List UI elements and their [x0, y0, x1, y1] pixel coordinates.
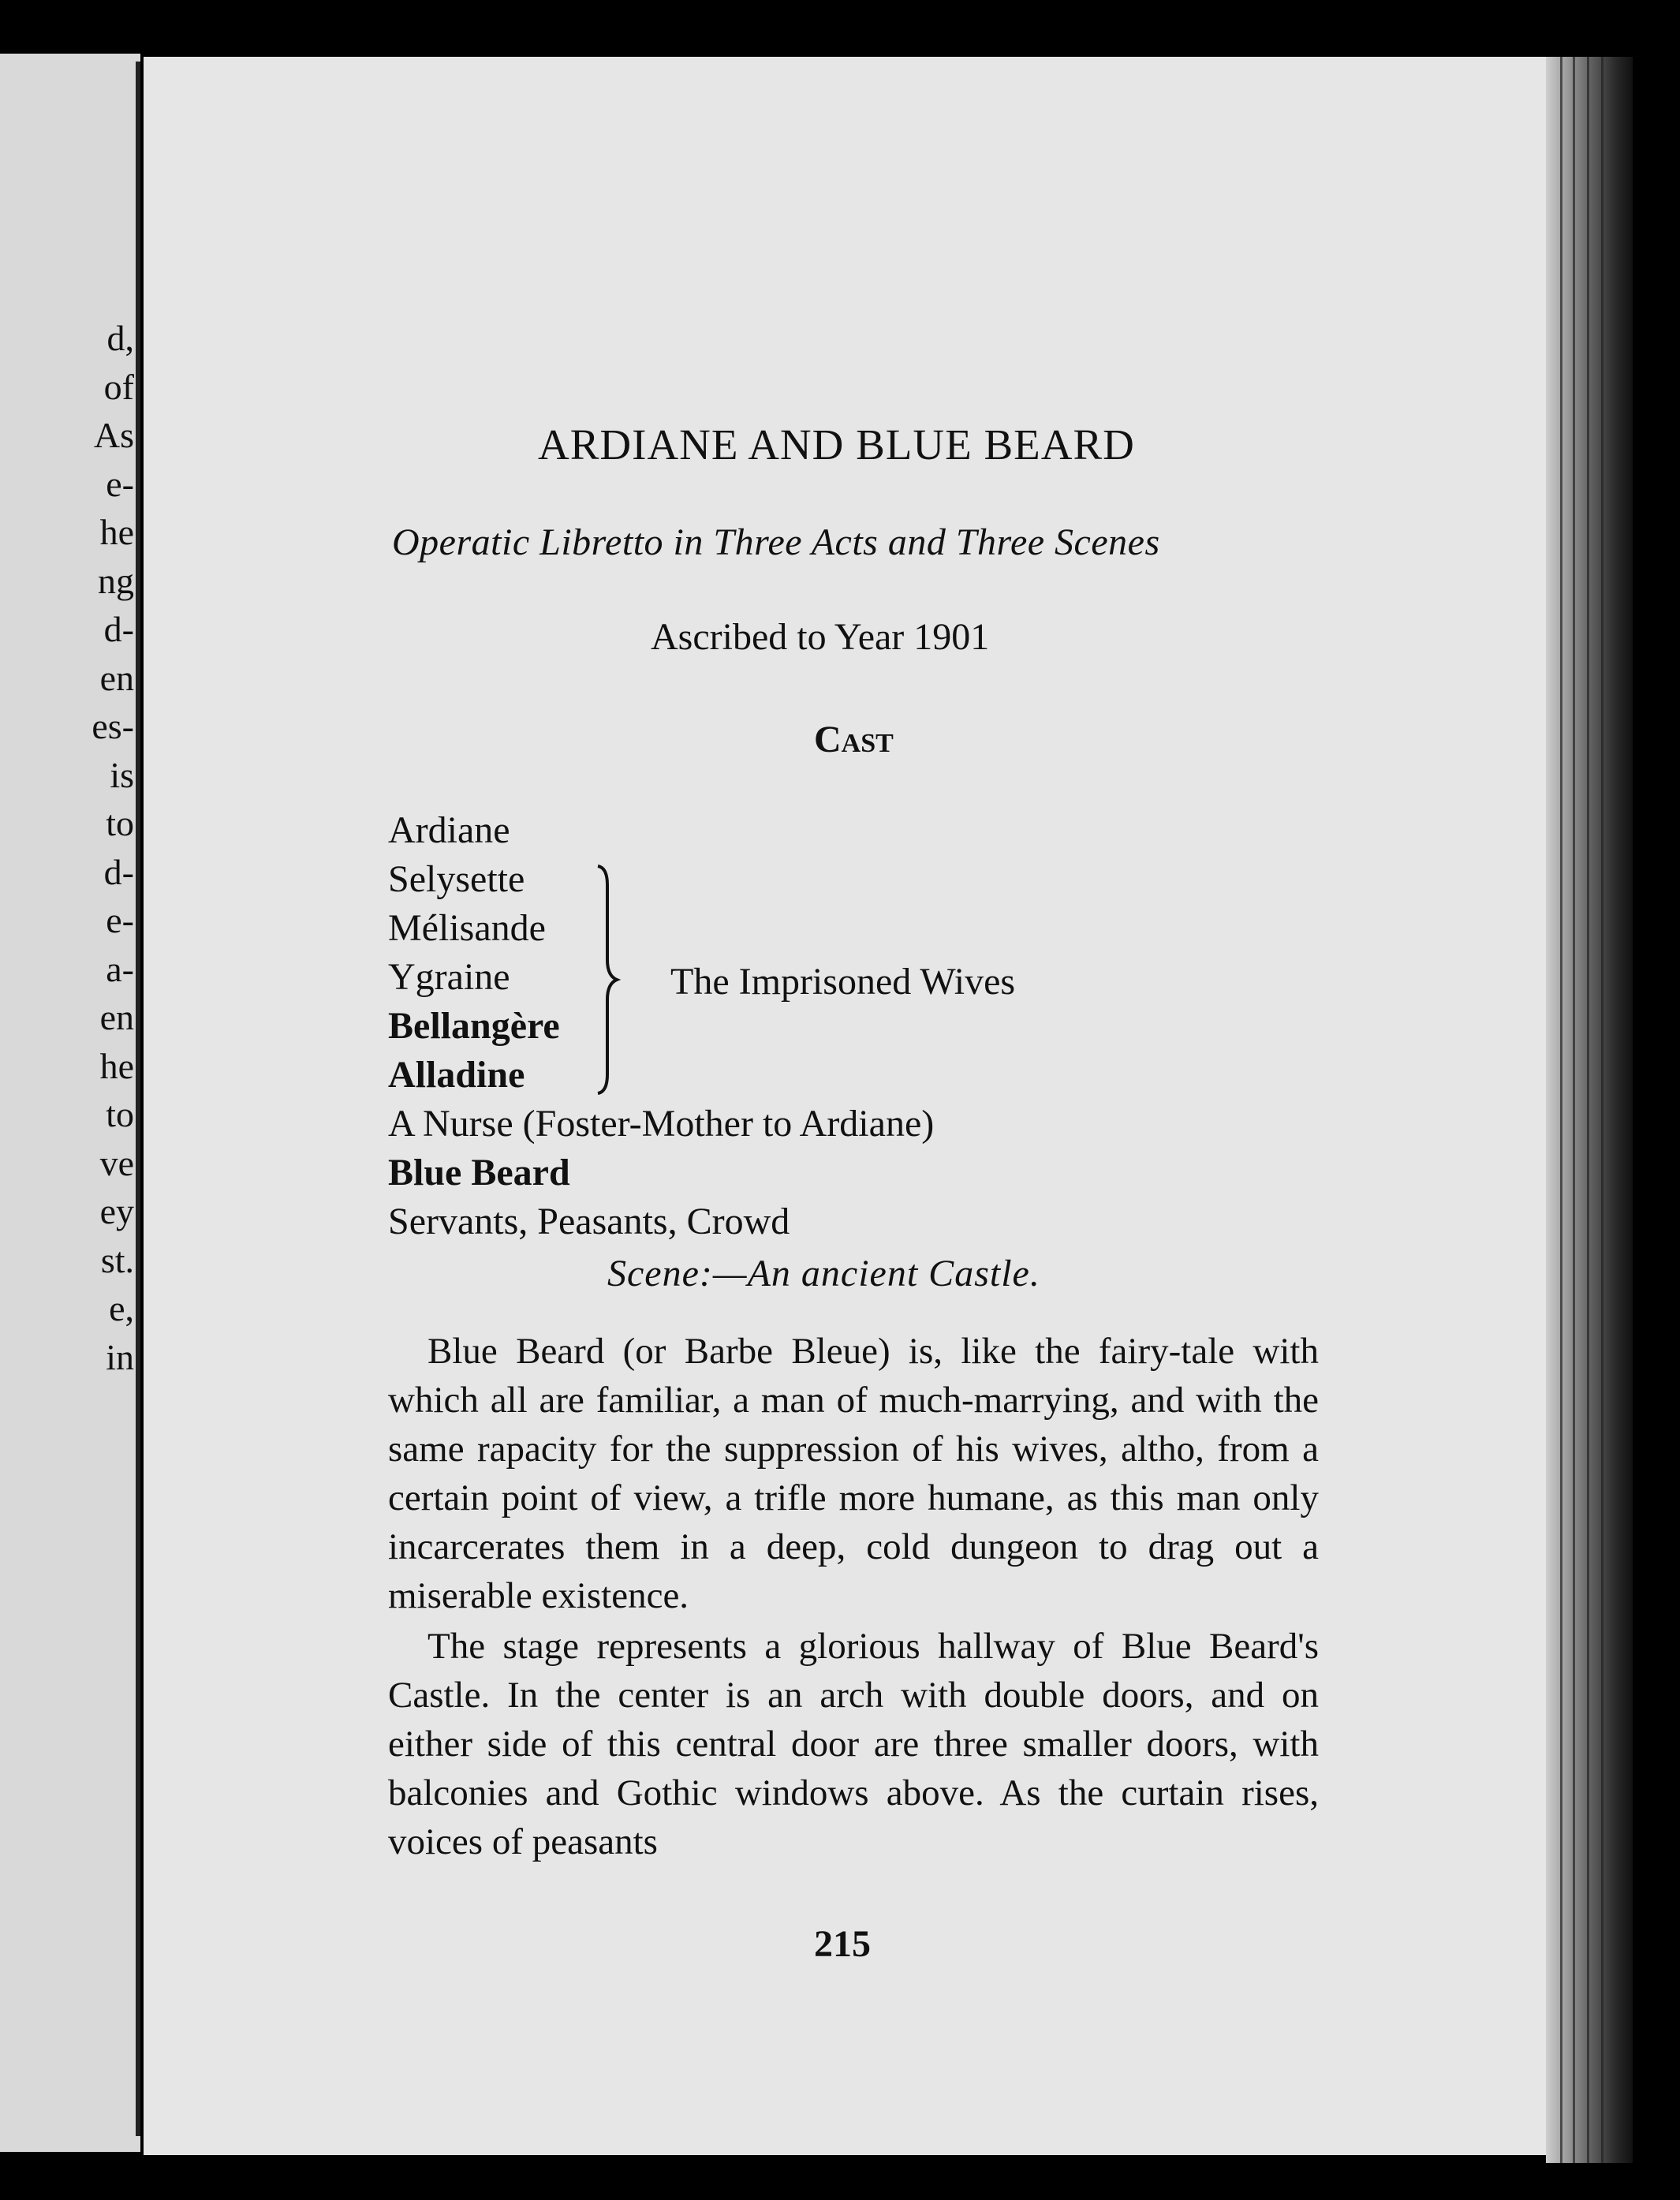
grouping-brace [593, 861, 625, 1098]
gutter-line [136, 62, 140, 2136]
edge-stripe [1601, 57, 1603, 2163]
facing-page-text-fragments [0, 314, 134, 1381]
fragment: d- [103, 851, 134, 892]
edge-stripe [1587, 57, 1589, 2163]
fragment: d, [106, 318, 134, 358]
scene-description: Scene:—An ancient Castle. [607, 1253, 1040, 1294]
fragment: es- [91, 706, 134, 746]
facing-page [0, 54, 140, 2152]
fragment: e, [109, 1288, 134, 1328]
fragment: in [106, 1336, 134, 1377]
edge-stripe [1560, 57, 1562, 2163]
paragraph: Blue Beard (or Barbe Bleue) is, like the fairy-tale with which all are familiar, a man of much-marrying, and with the same rapacity for the suppression of his wives, altho, from a certain point of view, a trifle more humane, as this man only incarcerates them in a deep, cold dungeon to drag out a miserable existence. [388, 1331, 1319, 1616]
fragment: e- [106, 900, 134, 940]
fragment: he [99, 1045, 134, 1086]
ascribed-year: Ascribed to Year 1901 [651, 616, 990, 658]
cast-member: Blue Beard [388, 1152, 570, 1193]
fragment: to [106, 1094, 134, 1134]
cast-member: Alladine [388, 1054, 525, 1096]
fragment: he [99, 512, 134, 552]
fragment: As [93, 415, 134, 455]
cast-member: Mélisande [388, 907, 546, 949]
fragment: is [110, 754, 134, 795]
cast-member: A Nurse (Foster-Mother to Ardiane) [388, 1103, 935, 1145]
cast-list [388, 806, 934, 1246]
paragraph: The stage represents a glorious hallway of Blue Beard's Castle. In the center is an arch with double doors, and on either side of this central door are three smaller doors, with balconies and Gothic windows above. As the curtain rises, voices of peasants [388, 1626, 1319, 1862]
cast-member: Ardiane [388, 809, 510, 851]
fragment: ng [98, 560, 134, 601]
cast-member: Servants, Peasants, Crowd [388, 1201, 790, 1242]
fragment: of [103, 366, 134, 407]
page-number: 215 [814, 1923, 871, 1965]
fragment: ey [99, 1191, 134, 1231]
fragment: en [99, 997, 134, 1037]
cast-heading: Cast [814, 719, 894, 760]
cast-member: Selysette [388, 858, 525, 900]
cast-member: Ygraine [388, 956, 510, 998]
cast-member: Bellangère [388, 1005, 560, 1047]
fragment: a- [106, 948, 134, 989]
fragment: en [99, 657, 134, 698]
imprisoned-wives-label: The Imprisoned Wives [670, 961, 1016, 1003]
subtitle: Operatic Libretto in Three Acts and Three Scenes [392, 521, 1160, 563]
page-title: ARDIANE AND BLUE BEARD [538, 420, 1135, 469]
fragment: st. [100, 1239, 134, 1280]
book-page [144, 57, 1555, 2155]
fragment: ve [99, 1142, 134, 1183]
fragment: to [106, 803, 134, 843]
book-page-edges [1546, 57, 1633, 2163]
fragment: d- [103, 609, 134, 649]
body-text [388, 1327, 1319, 1868]
edge-stripe [1573, 57, 1575, 2163]
fragment: e- [106, 463, 134, 504]
